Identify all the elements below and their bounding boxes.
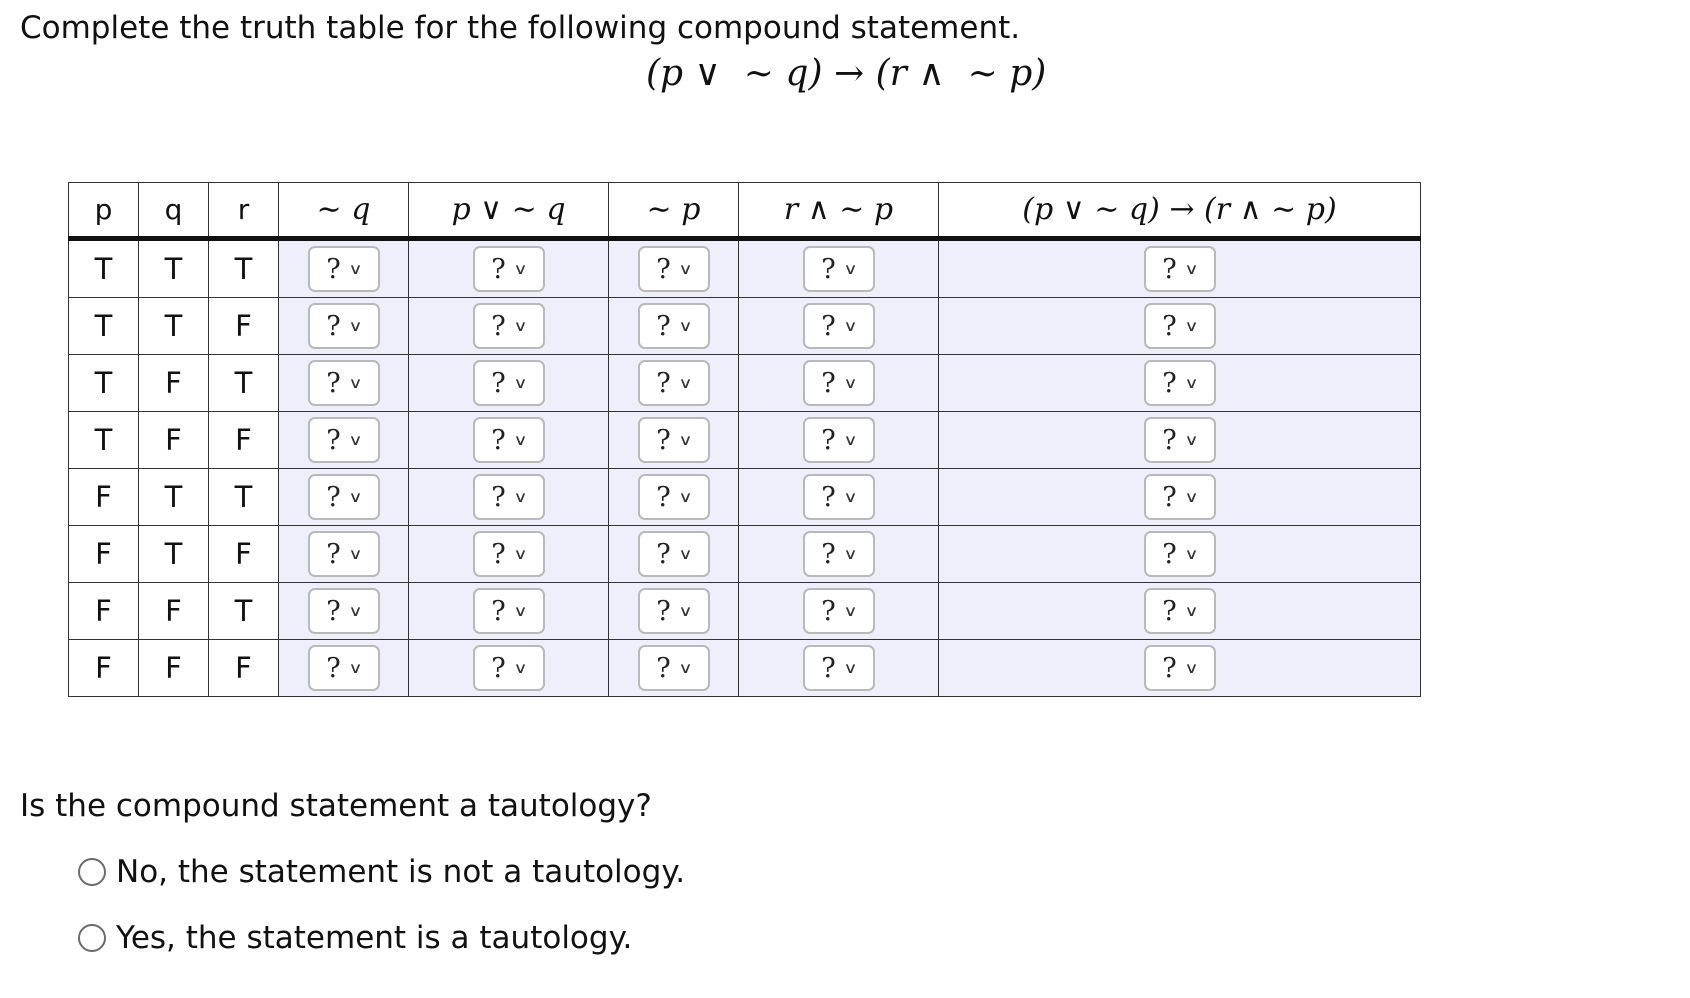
table-row: [69, 583, 1421, 640]
table-row: [69, 526, 1421, 583]
cell-r-and-not-p: [739, 640, 939, 697]
answer-dropdown-not-p[interactable]: [638, 246, 710, 292]
chevron-down-icon: ∨: [678, 488, 693, 506]
answer-dropdown-r-and-not-p[interactable]: [803, 588, 875, 634]
dropdown-value: ?: [326, 595, 341, 627]
cell-r-and-not-p: [739, 469, 939, 526]
dropdown-value: ?: [656, 367, 671, 399]
answer-dropdown-not-p[interactable]: [638, 531, 710, 577]
header-not-q: ∼ q: [279, 183, 409, 239]
tautology-question: Is the compound statement a tautology?: [20, 788, 652, 824]
dropdown-value: ?: [491, 595, 506, 627]
chevron-down-icon: ∨: [348, 602, 363, 620]
truth-table-body: [69, 239, 1421, 697]
answer-dropdown-r-and-not-p[interactable]: [803, 645, 875, 691]
answer-dropdown-not-q[interactable]: [308, 531, 380, 577]
table-row: [69, 469, 1421, 526]
answer-dropdown-not-p[interactable]: [638, 645, 710, 691]
answer-dropdown-compound-statement[interactable]: [1144, 531, 1216, 577]
dropdown-value: ?: [821, 595, 836, 627]
chevron-down-icon: ∨: [513, 545, 528, 563]
truth-table: [68, 182, 1421, 697]
cell-p-or-not-q: [409, 239, 609, 298]
dropdown-value: ?: [821, 538, 836, 570]
cell-r: T: [209, 583, 279, 640]
cell-not-q: [279, 640, 409, 697]
cell-not-q: [279, 355, 409, 412]
cell-compound-statement: [939, 355, 1421, 412]
answer-dropdown-not-q[interactable]: [308, 588, 380, 634]
chevron-down-icon: ∨: [843, 659, 858, 677]
answer-dropdown-r-and-not-p[interactable]: [803, 246, 875, 292]
chevron-down-icon: ∨: [1184, 488, 1199, 506]
cell-p: T: [69, 412, 139, 469]
chevron-down-icon: ∨: [843, 374, 858, 392]
cell-r: F: [209, 298, 279, 355]
chevron-down-icon: ∨: [513, 374, 528, 392]
answer-dropdown-p-or-not-q[interactable]: [473, 246, 545, 292]
table-row: [69, 298, 1421, 355]
answer-dropdown-not-p[interactable]: [638, 360, 710, 406]
dropdown-value: ?: [1162, 652, 1177, 684]
cell-not-p: [609, 583, 739, 640]
cell-q: T: [139, 298, 209, 355]
dropdown-value: ?: [491, 310, 506, 342]
chevron-down-icon: ∨: [1184, 317, 1199, 335]
chevron-down-icon: ∨: [843, 545, 858, 563]
cell-not-p: [609, 469, 739, 526]
cell-r: T: [209, 239, 279, 298]
cell-r: T: [209, 355, 279, 412]
cell-p-or-not-q: [409, 640, 609, 697]
answer-dropdown-p-or-not-q[interactable]: [473, 303, 545, 349]
cell-compound-statement: [939, 239, 1421, 298]
cell-p-or-not-q: [409, 298, 609, 355]
dropdown-value: ?: [656, 310, 671, 342]
cell-compound-statement: [939, 298, 1421, 355]
cell-p: F: [69, 583, 139, 640]
cell-r: F: [209, 640, 279, 697]
answer-dropdown-p-or-not-q[interactable]: [473, 531, 545, 577]
dropdown-value: ?: [1162, 253, 1177, 285]
cell-r-and-not-p: [739, 583, 939, 640]
chevron-down-icon: ∨: [513, 602, 528, 620]
header-compound-statement: (p ∨ ∼ q) → (r ∧ ∼ p): [939, 183, 1421, 239]
cell-p-or-not-q: [409, 469, 609, 526]
answer-dropdown-not-q[interactable]: [308, 474, 380, 520]
cell-p: F: [69, 640, 139, 697]
cell-p-or-not-q: [409, 583, 609, 640]
cell-not-q: [279, 583, 409, 640]
answer-dropdown-not-q[interactable]: [308, 417, 380, 463]
chevron-down-icon: ∨: [843, 488, 858, 506]
chevron-down-icon: ∨: [513, 431, 528, 449]
chevron-down-icon: ∨: [348, 317, 363, 335]
cell-p-or-not-q: [409, 412, 609, 469]
cell-q: F: [139, 640, 209, 697]
cell-not-q: [279, 298, 409, 355]
problem-prompt: Complete the truth table for the following compound statement.: [20, 10, 1021, 46]
answer-dropdown-r-and-not-p[interactable]: [803, 417, 875, 463]
dropdown-value: ?: [656, 538, 671, 570]
dropdown-value: ?: [326, 253, 341, 285]
answer-dropdown-not-p[interactable]: [638, 303, 710, 349]
chevron-down-icon: ∨: [678, 659, 693, 677]
dropdown-value: ?: [656, 481, 671, 513]
radio-button[interactable]: [78, 858, 106, 886]
answer-dropdown-compound-statement[interactable]: [1144, 303, 1216, 349]
chevron-down-icon: ∨: [1184, 545, 1199, 563]
chevron-down-icon: ∨: [678, 431, 693, 449]
dropdown-value: ?: [1162, 595, 1177, 627]
dropdown-value: ?: [821, 367, 836, 399]
chevron-down-icon: ∨: [348, 374, 363, 392]
dropdown-value: ?: [491, 253, 506, 285]
dropdown-value: ?: [821, 310, 836, 342]
dropdown-value: ?: [491, 424, 506, 456]
chevron-down-icon: ∨: [1184, 260, 1199, 278]
dropdown-value: ?: [326, 538, 341, 570]
dropdown-value: ?: [1162, 310, 1177, 342]
chevron-down-icon: ∨: [1184, 659, 1199, 677]
cell-not-q: [279, 239, 409, 298]
cell-not-q: [279, 526, 409, 583]
dropdown-value: ?: [491, 652, 506, 684]
dropdown-value: ?: [821, 424, 836, 456]
chevron-down-icon: ∨: [348, 488, 363, 506]
cell-not-p: [609, 355, 739, 412]
chevron-down-icon: ∨: [843, 431, 858, 449]
chevron-down-icon: ∨: [348, 659, 363, 677]
answer-dropdown-compound-statement[interactable]: [1144, 417, 1216, 463]
cell-q: T: [139, 526, 209, 583]
cell-r: T: [209, 469, 279, 526]
compound-statement-formula: (p ∨ ∼ q) → (r ∧ ∼ p): [646, 53, 1047, 94]
dropdown-value: ?: [491, 367, 506, 399]
table-row: [69, 355, 1421, 412]
answer-dropdown-p-or-not-q[interactable]: [473, 360, 545, 406]
dropdown-value: ?: [656, 652, 671, 684]
answer-dropdown-p-or-not-q[interactable]: [473, 474, 545, 520]
dropdown-value: ?: [491, 538, 506, 570]
chevron-down-icon: ∨: [513, 260, 528, 278]
header-q: q: [139, 183, 209, 239]
chevron-down-icon: ∨: [348, 260, 363, 278]
header-p-or-not-q: p ∨ ∼ q: [409, 183, 609, 239]
cell-r-and-not-p: [739, 298, 939, 355]
cell-p: T: [69, 239, 139, 298]
answer-dropdown-r-and-not-p[interactable]: [803, 303, 875, 349]
option-tautology[interactable]: [78, 918, 632, 958]
answer-dropdown-compound-statement[interactable]: [1144, 360, 1216, 406]
answer-dropdown-not-p[interactable]: [638, 417, 710, 463]
dropdown-value: ?: [656, 253, 671, 285]
chevron-down-icon: ∨: [678, 602, 693, 620]
header-p: p: [69, 183, 139, 239]
dropdown-value: ?: [1162, 538, 1177, 570]
chevron-down-icon: ∨: [513, 317, 528, 335]
answer-dropdown-p-or-not-q[interactable]: [473, 588, 545, 634]
chevron-down-icon: ∨: [1184, 374, 1199, 392]
answer-dropdown-not-q[interactable]: [308, 645, 380, 691]
answer-dropdown-not-q[interactable]: [308, 303, 380, 349]
chevron-down-icon: ∨: [678, 545, 693, 563]
answer-dropdown-r-and-not-p[interactable]: [803, 474, 875, 520]
dropdown-value: ?: [326, 424, 341, 456]
cell-not-p: [609, 298, 739, 355]
cell-q: F: [139, 583, 209, 640]
cell-not-p: [609, 526, 739, 583]
cell-p: T: [69, 355, 139, 412]
dropdown-value: ?: [821, 652, 836, 684]
chevron-down-icon: ∨: [1184, 602, 1199, 620]
option-label: No, the statement is not a tautology.: [116, 854, 686, 890]
answer-dropdown-not-p[interactable]: [638, 588, 710, 634]
cell-r-and-not-p: [739, 239, 939, 298]
answer-dropdown-r-and-not-p[interactable]: [803, 360, 875, 406]
header-r: r: [209, 183, 279, 239]
answer-dropdown-not-q[interactable]: [308, 246, 380, 292]
cell-compound-statement: [939, 640, 1421, 697]
dropdown-value: ?: [326, 310, 341, 342]
chevron-down-icon: ∨: [513, 488, 528, 506]
cell-compound-statement: [939, 412, 1421, 469]
chevron-down-icon: ∨: [678, 317, 693, 335]
dropdown-value: ?: [1162, 367, 1177, 399]
cell-p-or-not-q: [409, 526, 609, 583]
cell-r-and-not-p: [739, 412, 939, 469]
cell-q: T: [139, 469, 209, 526]
radio-button[interactable]: [78, 924, 106, 952]
dropdown-value: ?: [656, 424, 671, 456]
truth-table-header: [69, 183, 1421, 239]
dropdown-value: ?: [491, 481, 506, 513]
chevron-down-icon: ∨: [843, 602, 858, 620]
cell-q: F: [139, 412, 209, 469]
chevron-down-icon: ∨: [348, 545, 363, 563]
cell-compound-statement: [939, 583, 1421, 640]
answer-dropdown-compound-statement[interactable]: [1144, 474, 1216, 520]
answer-dropdown-p-or-not-q[interactable]: [473, 645, 545, 691]
cell-not-p: [609, 640, 739, 697]
cell-r-and-not-p: [739, 355, 939, 412]
cell-q: T: [139, 239, 209, 298]
dropdown-value: ?: [821, 481, 836, 513]
table-row: [69, 640, 1421, 697]
dropdown-value: ?: [1162, 481, 1177, 513]
cell-not-p: [609, 239, 739, 298]
answer-dropdown-compound-statement[interactable]: [1144, 246, 1216, 292]
header-not-p: ∼ p: [609, 183, 739, 239]
cell-r: F: [209, 412, 279, 469]
chevron-down-icon: ∨: [348, 431, 363, 449]
chevron-down-icon: ∨: [843, 317, 858, 335]
answer-dropdown-compound-statement[interactable]: [1144, 588, 1216, 634]
cell-not-p: [609, 412, 739, 469]
answer-dropdown-not-q[interactable]: [308, 360, 380, 406]
dropdown-value: ?: [326, 367, 341, 399]
chevron-down-icon: ∨: [513, 659, 528, 677]
cell-q: F: [139, 355, 209, 412]
dropdown-value: ?: [326, 652, 341, 684]
table-row: [69, 412, 1421, 469]
dropdown-value: ?: [1162, 424, 1177, 456]
chevron-down-icon: ∨: [678, 260, 693, 278]
cell-p: F: [69, 526, 139, 583]
cell-not-q: [279, 469, 409, 526]
cell-p: T: [69, 298, 139, 355]
dropdown-value: ?: [821, 253, 836, 285]
answer-dropdown-p-or-not-q[interactable]: [473, 417, 545, 463]
dropdown-value: ?: [326, 481, 341, 513]
cell-p: F: [69, 469, 139, 526]
table-row: [69, 239, 1421, 298]
chevron-down-icon: ∨: [843, 260, 858, 278]
header-r-and-not-p: r ∧ ∼ p: [739, 183, 939, 239]
answer-dropdown-compound-statement[interactable]: [1144, 645, 1216, 691]
cell-compound-statement: [939, 469, 1421, 526]
cell-r: F: [209, 526, 279, 583]
chevron-down-icon: ∨: [1184, 431, 1199, 449]
dropdown-value: ?: [656, 595, 671, 627]
cell-p-or-not-q: [409, 355, 609, 412]
chevron-down-icon: ∨: [678, 374, 693, 392]
option-not-tautology[interactable]: [78, 852, 685, 892]
option-label: Yes, the statement is a tautology.: [116, 920, 633, 956]
cell-r-and-not-p: [739, 526, 939, 583]
cell-not-q: [279, 412, 409, 469]
answer-dropdown-r-and-not-p[interactable]: [803, 531, 875, 577]
cell-compound-statement: [939, 526, 1421, 583]
answer-dropdown-not-p[interactable]: [638, 474, 710, 520]
